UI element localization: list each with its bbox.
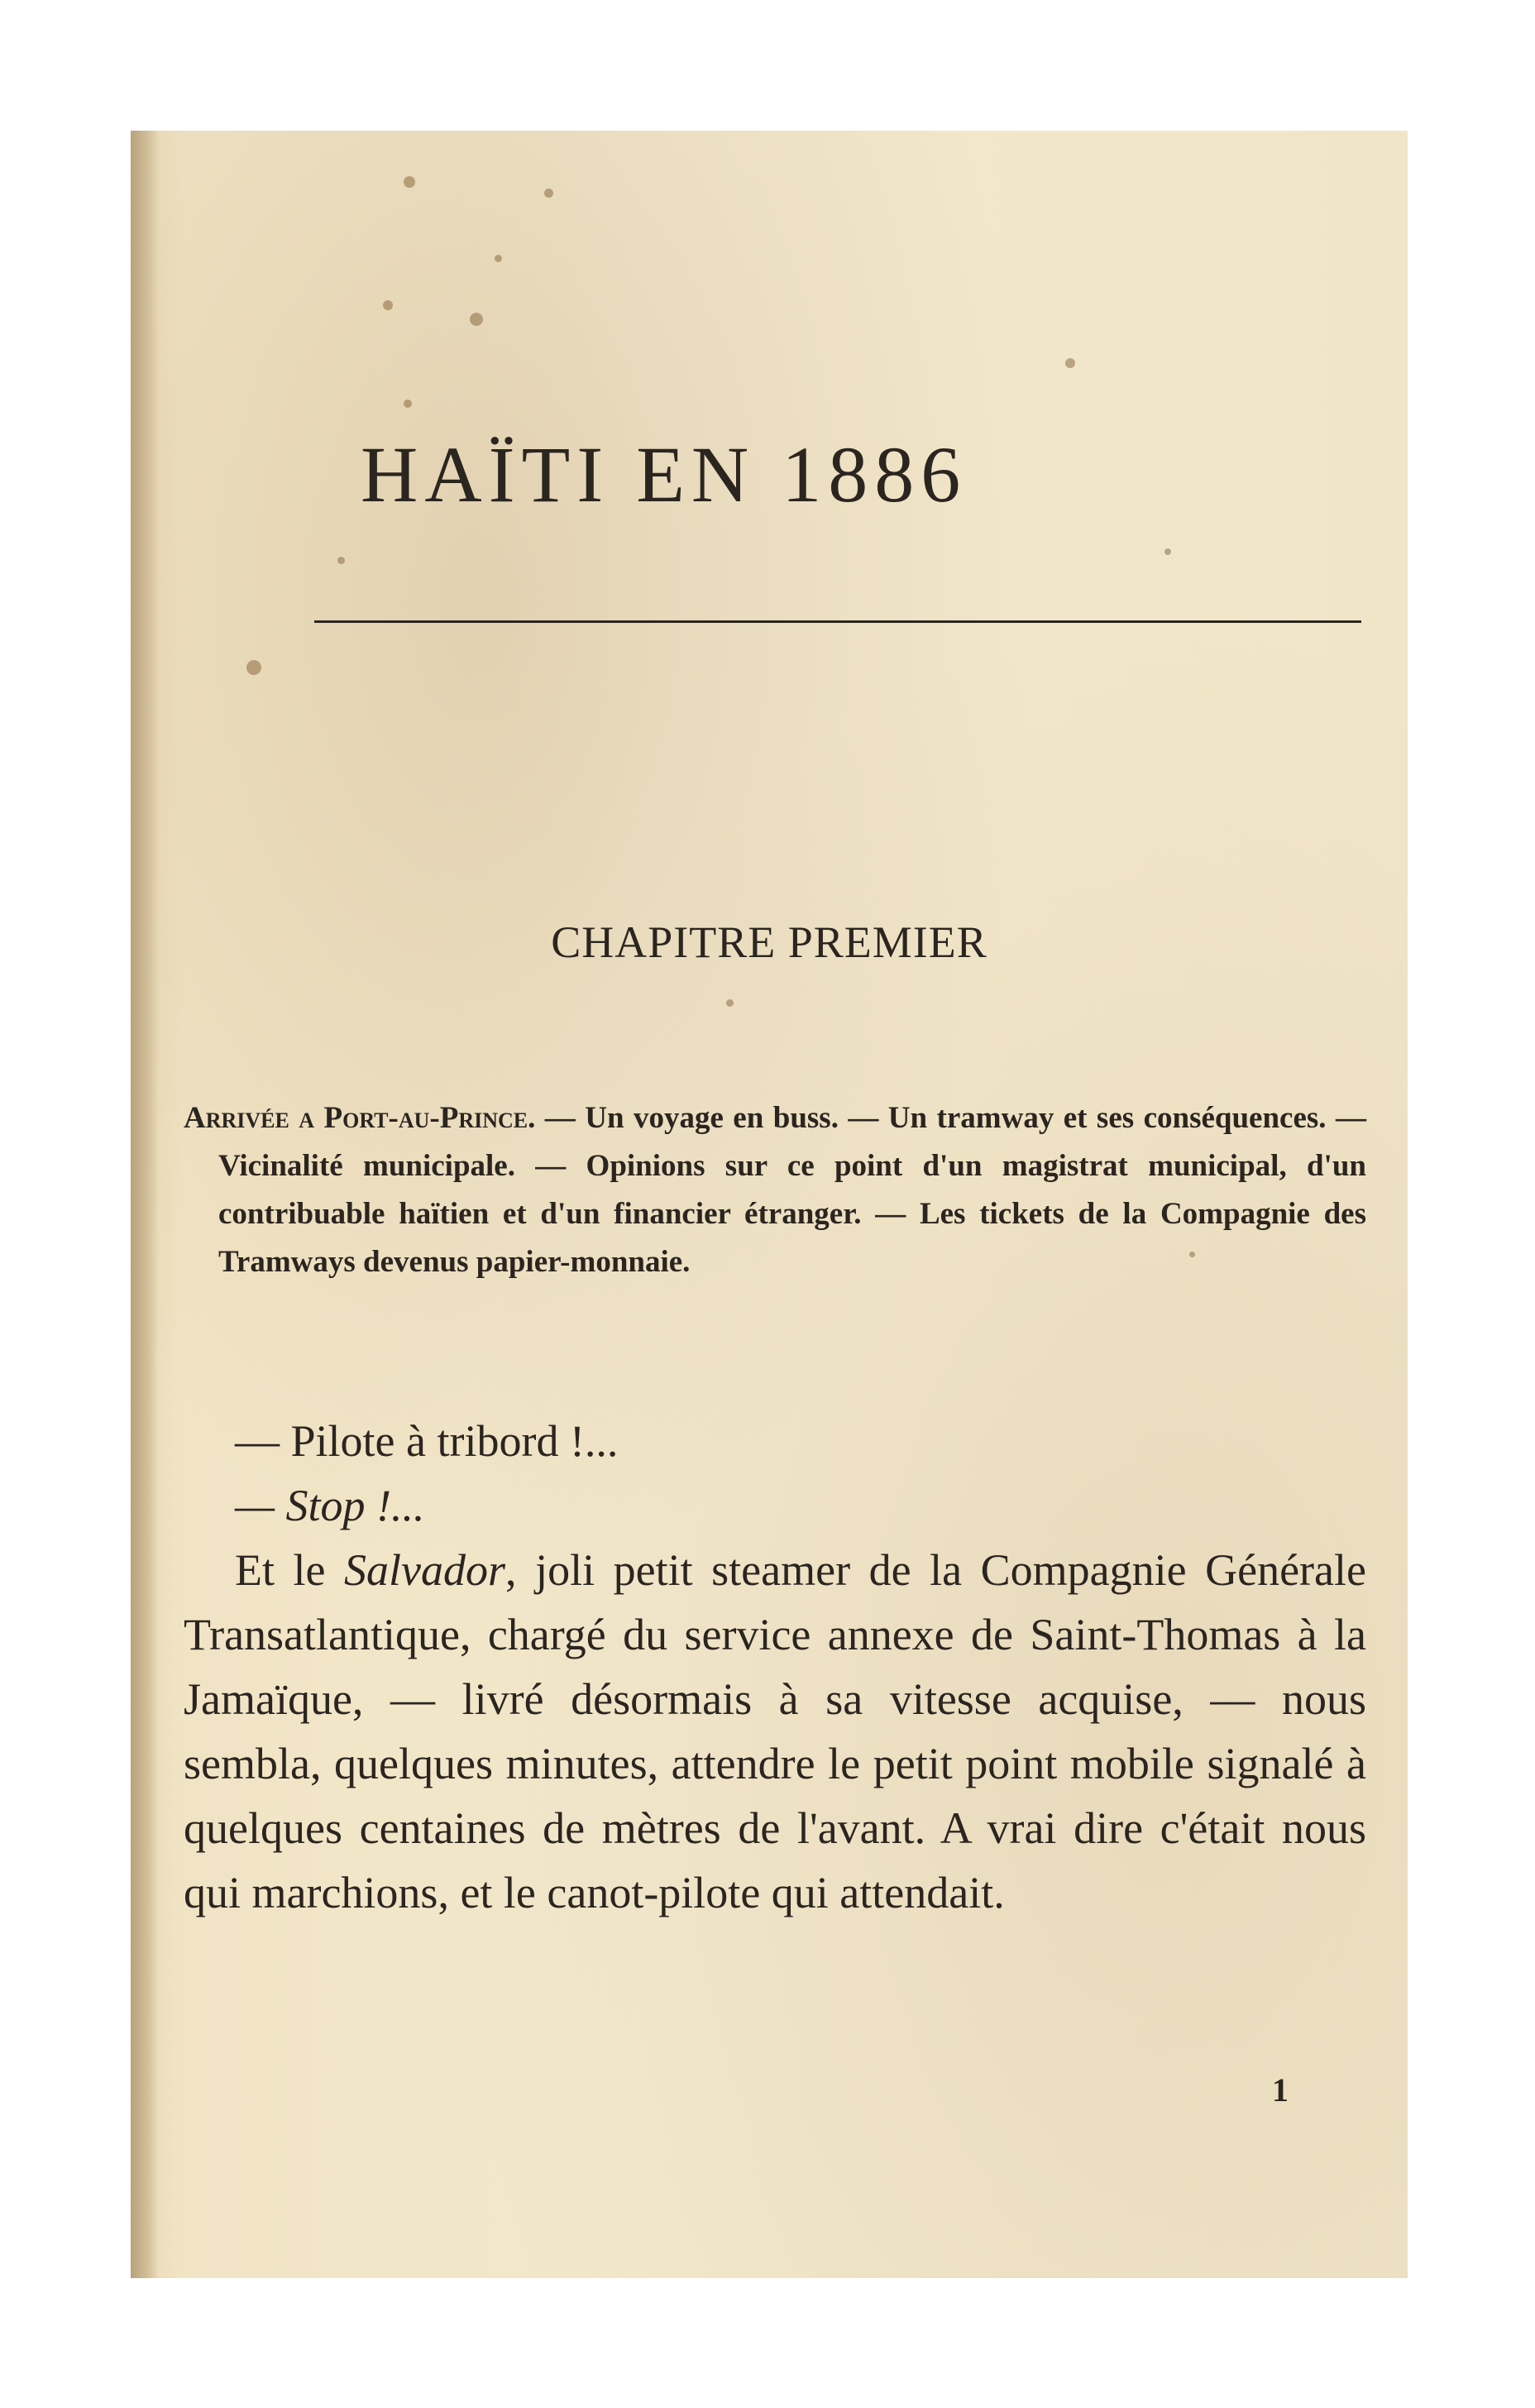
paragraph-start: Et le (235, 1545, 345, 1595)
ship-name: Salvador (344, 1545, 506, 1595)
page-gutter-shadow (131, 131, 159, 2278)
foxing-spot (1065, 358, 1075, 368)
body-paragraph (184, 1538, 1366, 1925)
foxing-spot (383, 300, 393, 310)
paragraph-rest: , joli petit steamer de la Compagnie Générale Transatlantique, chargé du service annexe de Saint-Thomas à la Jamaïque, — livré désormais à sa vitesse acquise, — nous sembla, quelques minutes, attendre le petit point mobile signalé à quelques centaines de mètres de l'avant. A vrai dire c'était nous qui marchions, et le canot-pilote qui attendait. (184, 1545, 1366, 1917)
chapter-heading: CHAPITRE PREMIER (551, 917, 987, 967)
book-title: HAÏTI EN 1886 (361, 430, 968, 519)
body-text (184, 1409, 1366, 1925)
dialogue-line (184, 1473, 1366, 1538)
summary-lead: Arrivée a Port-au-Prince. (184, 1101, 536, 1135)
title-rule (314, 620, 1361, 623)
dialogue-line-text: — Stop !... (235, 1481, 425, 1530)
foxing-spot (470, 313, 483, 326)
foxing-spot (404, 400, 412, 408)
foxing-spot (337, 557, 345, 564)
foxing-spot (544, 189, 553, 198)
page-number: 1 (1272, 2071, 1289, 2109)
book-page (131, 131, 1408, 2278)
foxing-spot (1164, 548, 1171, 555)
dialogue-line: — Pilote à tribord !... (235, 1416, 619, 1466)
summary-topics: — Un voyage en buss. — Un tramway et ses conséquences. — Vicinalité municipale. — Opinions sur ce point d'un magistrat municipal, d'un contribuable haïtien et d'un financier étranger. — Les tickets de la Compagnie des Tramways devenus papier-monnaie. (218, 1101, 1366, 1279)
foxing-spot (726, 999, 734, 1007)
foxing-spot (404, 176, 415, 188)
foxing-spot (495, 255, 502, 262)
foxing-spot (246, 660, 261, 675)
chapter-summary (184, 1094, 1366, 1286)
